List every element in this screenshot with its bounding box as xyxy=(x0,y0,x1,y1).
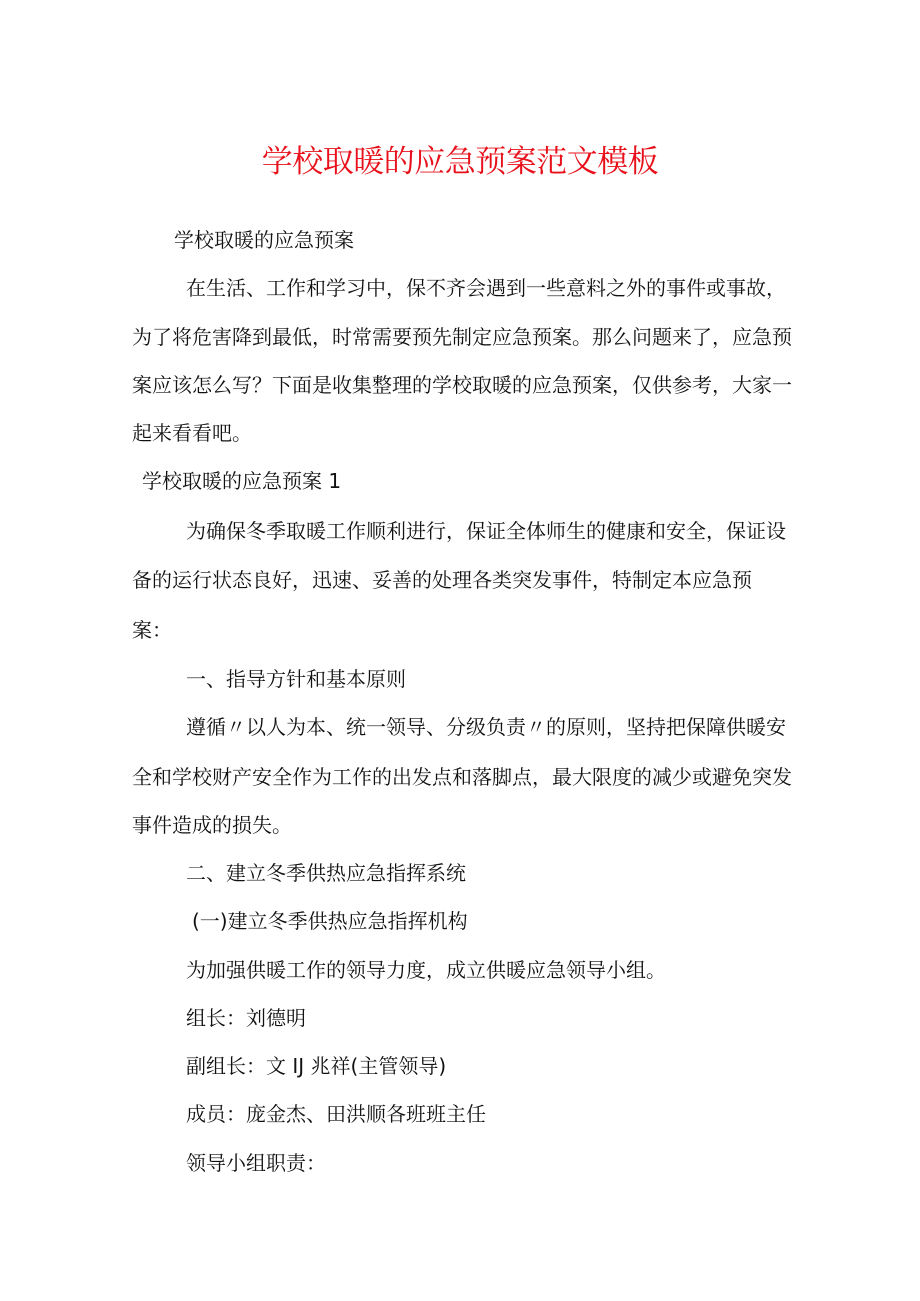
group-leader: 组长：刘德明 xyxy=(186,1006,306,1030)
principle-line-1: 遵循〃以人为本、统一领导、分级负责〃的原则，坚持把保障供暖安 xyxy=(186,715,786,739)
group-deputy-leader: 副组长：文 IJ 兆祥(主管领导) xyxy=(186,1054,447,1078)
purpose-line-3: 案： xyxy=(132,618,172,642)
intro-line-1: 在生活、工作和学习中，保不齐会遇到一些意料之外的事件或事故， xyxy=(186,276,786,300)
principle-line-2: 全和学校财产安全作为工作的出发点和落脚点，最大限度的减少或避免突发 xyxy=(132,765,792,789)
heading-guiding-principles: 一、指导方针和基本原则 xyxy=(186,667,406,691)
group-members: 成员：庞金杰、田洪顺各班班主任 xyxy=(186,1102,486,1126)
group-intro: 为加强供暖工作的领导力度，成立供暖应急领导小组。 xyxy=(186,958,666,982)
intro-line-2: 为了将危害降到最低，时常需要预先制定应急预案。那么问题来了，应急预 xyxy=(132,325,792,349)
group-duties-label: 领导小组职责： xyxy=(186,1151,326,1175)
subtitle: 学校取暖的应急预案 xyxy=(174,228,354,252)
heading-command-system: 二、建立冬季供热应急指挥系统 xyxy=(186,861,466,885)
purpose-line-1: 为确保冬季取暖工作顺利进行，保证全体师生的健康和安全，保证设 xyxy=(186,519,786,543)
section-1-heading: 学校取暖的应急预案 1 xyxy=(142,469,342,493)
purpose-line-2: 备的运行状态良好，迅速、妥善的处理各类突发事件，特制定本应急预 xyxy=(132,568,752,592)
principle-line-3: 事件造成的损失。 xyxy=(132,813,292,837)
document-title: 学校取暖的应急预案范文模板 xyxy=(261,144,659,180)
heading-command-organization: (一)建立冬季供热应急指挥机构 xyxy=(192,909,468,933)
intro-line-3: 案应该怎么写？下面是收集整理的学校取暖的应急预案，仅供参考，大家一 xyxy=(132,373,792,397)
intro-line-4: 起来看看吧。 xyxy=(132,421,252,445)
